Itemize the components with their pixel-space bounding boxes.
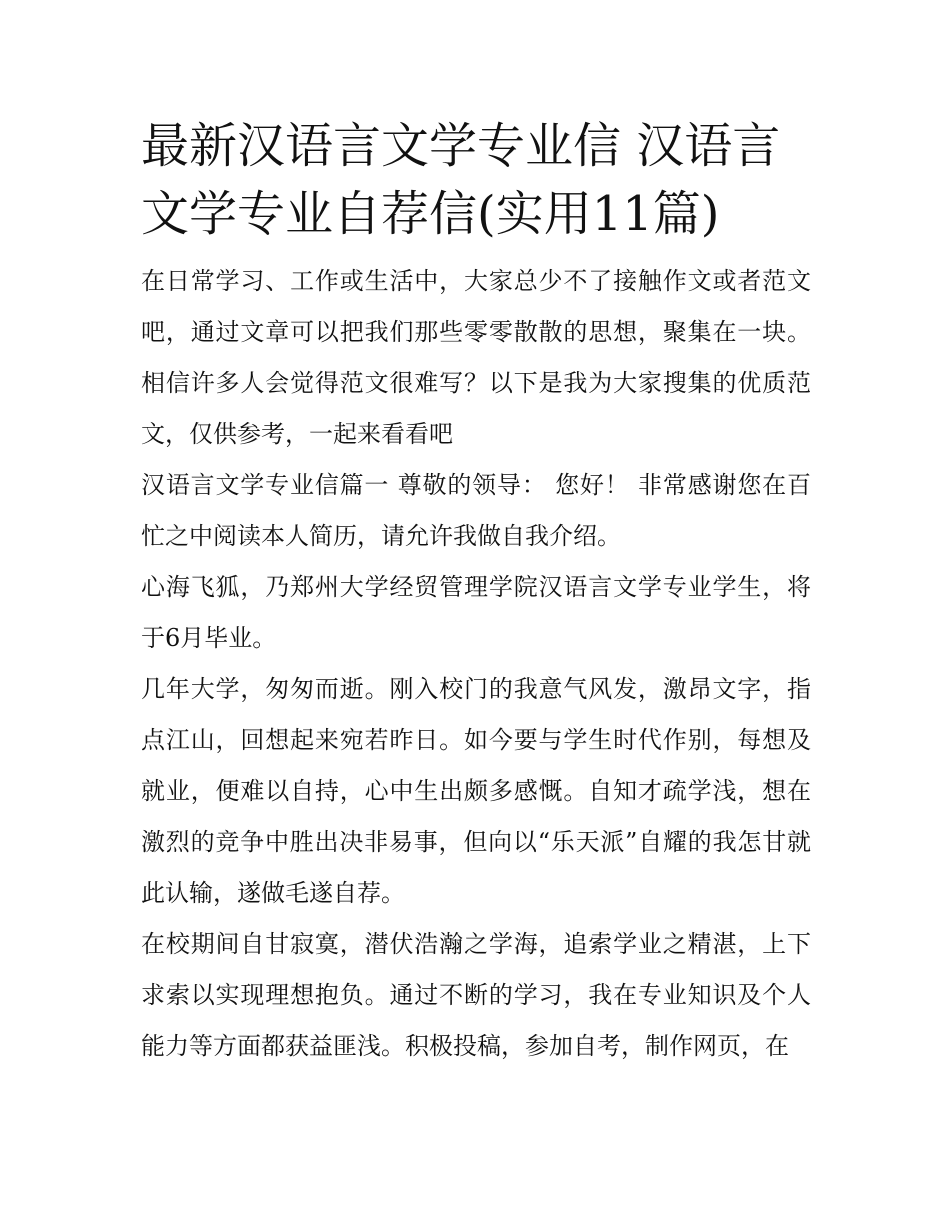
paragraph-greeting: 汉语言文学专业信篇一 尊敬的领导： 您好！ 非常感谢您在百忙之中阅读本人简历，请允许我做自我介绍。 (141, 471, 811, 550)
paragraph-intro: 在日常学习、工作或生活中，大家总少不了接触作文或者范文吧，通过文章可以把我们那些零零散散的思想，聚集在一块。相信许多人会觉得范文很难写？以下是我为大家搜集的优质范文，仅供参考，一起来看看吧 (141, 267, 811, 448)
paragraph-university: 几年大学，匆匆而逝。刚入校门的我意气风发，激昂文字，指点江山，回想起来宛若昨日。如今要与学生时代作别，每想及就业，便难以自持，心中生出颇多感慨。自知才疏学浅，想在激烈的竞争中胜出决非易事，但向以“乐天派”自耀的我怎甘就此认输，遂做毛遂自荐。 (141, 675, 811, 907)
paragraph-self-intro: 心海飞狐，乃郑州大学经贸管理学院汉语言文学专业学生，将于6月毕业。 (141, 573, 811, 652)
document-page (141, 112, 811, 1072)
document-title: 最新汉语言文学专业信 汉语言文学专业自荐信(实用11篇) (141, 118, 781, 242)
paragraph-studies: 在校期间自甘寂寞，潜伏浩瀚之学海，追索学业之精湛，上下求索以实现理想抱负。通过不断的学习，我在专业知识及个人能力等方面都获益匪浅。积极投稿，参加自考，制作网页，在 (141, 930, 811, 1060)
